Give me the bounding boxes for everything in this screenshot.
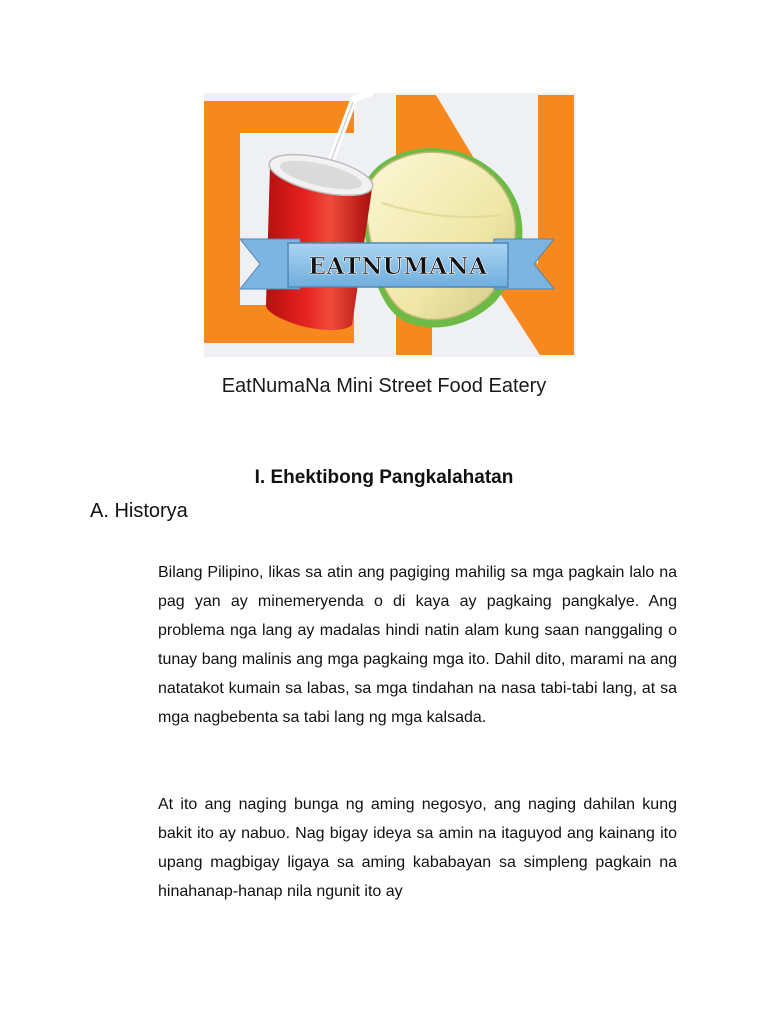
document-subtitle: EatNumaNa Mini Street Food Eatery <box>221 375 547 397</box>
eatnumana-banner <box>240 239 554 289</box>
paragraph: Bilang Pilipino, likas sa atin ang pagiging mahilig sa mga pagkain lalo na pag yan ay minemeryenda o di kaya ay pagkaing pangkalye. Ang problema nga lang ay madalas hindi natin alam kung saan nanggaling o tunay bang malinis ang mga pagkaing mga ito. Dahil dito, marami na ang natatakot kumain sa labas, sa mga tindahan na nasa tabi-tabi lang, at sa mga nagbebenta sa tabi lang ng mga kalsada. <box>158 564 677 726</box>
paragraph: At ito ang naging bunga ng aming negosyo, ang naging dahilan kung bakit ito ay nabuo. Nag bigay ideya sa amin na itaguyod ang kainang ito upang magbigay ligaya sa aming kababayan sa simpleng pagkain na hinahanap-hanap nila ngunit ito ay <box>158 796 677 900</box>
eatnumana-logo <box>204 93 576 357</box>
banner-text: EATNUMANA <box>308 253 488 280</box>
subheading-historya: A. Historya <box>90 500 188 522</box>
section-heading: I. Ehektibong Pangkalahatan <box>254 467 514 488</box>
